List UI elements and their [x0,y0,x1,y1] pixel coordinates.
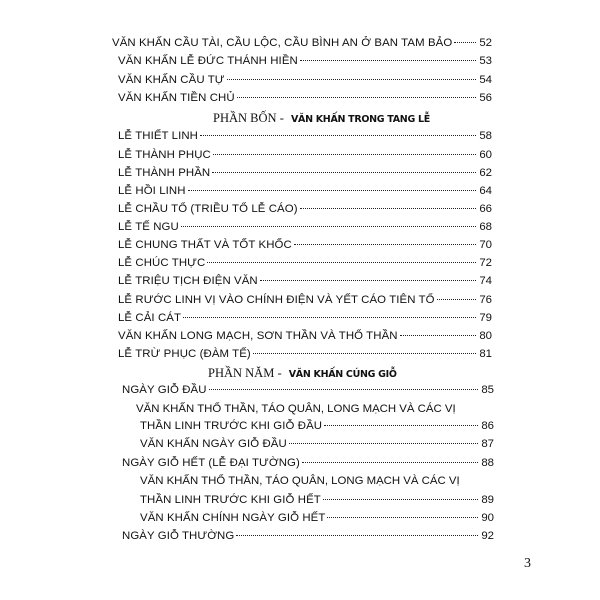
entry-title: VĂN KHẤN NGÀY GIỖ ĐẦU [140,438,287,450]
entry-page-number: 64 [479,185,492,197]
entry-page-number: 62 [479,167,492,179]
entry-page-number: 79 [479,312,492,324]
entry-page-number: 80 [479,330,492,342]
leader-dots [323,499,478,500]
entry-title: VĂN KHẤN LONG MẠCH, SƠN THẦN VÀ THỔ THẦN [118,330,398,342]
entry-title: LỄ TRIỆU TỊCH ĐIỆN VĂN [118,275,258,287]
entry-title: NGÀY GIỖ ĐẦU [122,384,207,396]
toc-entry [118,145,492,165]
entry-page-number: 68 [479,221,492,233]
leader-dots [212,172,476,173]
entry-title: THẦN LINH TRƯỚC KHI GIỖ HẾT [140,494,321,506]
section-dash: - [279,111,284,125]
entry-page-number: 72 [479,257,492,269]
leader-dots [260,280,476,281]
entry-title: VĂN KHẤN CẦU TỰ [118,74,225,86]
toc-entry [140,434,494,454]
entry-page-number: 90 [481,512,494,524]
section-title: VĂN KHẤN CÚNG GIỖ [288,369,397,380]
leader-dots [183,317,476,318]
leader-dots [327,517,478,518]
toc-entry [122,380,494,400]
section-prefix: PHẦN NĂM [208,366,275,380]
entry-page-number: 60 [479,149,492,161]
entry-title: LỄ THIẾT LINH [118,130,199,142]
leader-dots [437,299,476,300]
entry-page-number: 66 [479,203,492,215]
section-prefix: PHẦN BỐN [213,111,277,125]
section-dash: - [277,366,282,380]
entry-title: LỄ RƯỚC LINH VỊ VÀO CHÍNH ĐIỆN VÀ YẾT CÁO TIÊN TỔ [118,294,435,306]
toc-entry [140,508,494,528]
entry-page-number: 56 [479,92,492,104]
entry-title: VĂN KHẤN CẦU TÀI, CẦU LỘC, CẦU BÌNH AN Ở BAN TAM BẢO [112,37,453,49]
entry-page-number: 87 [481,438,494,450]
toc-entry [122,526,494,546]
leader-dots [213,154,476,155]
entry-title: NGÀY GIỖ THƯỜNG [122,530,235,542]
leader-dots [237,97,476,98]
entry-page-number: 70 [479,239,492,251]
leader-dots [200,135,476,136]
toc-entry [118,253,492,273]
entry-page-number: 53 [479,55,492,67]
leader-dots [253,353,476,354]
toc-entry [118,344,492,364]
toc-entry [112,33,492,53]
entry-page-number: 81 [479,348,492,360]
leader-dots [400,335,476,336]
entry-page-number: 92 [481,530,494,542]
entry-page-number: 74 [479,275,492,287]
entry-title: LỄ CHUNG THẤT VÀ TỐT KHỐC [118,239,292,251]
entry-page-number: 89 [481,494,494,506]
toc-entry [118,51,492,71]
entry-title: NGÀY GIỖ HẾT (LỄ ĐẠI TƯỜNG) [122,457,300,469]
entry-title: LỄ THÀNH PHẦN [118,167,211,179]
entry-title: THẦN LINH TRƯỚC KHI GIỖ ĐẦU [140,420,323,432]
entry-title: VĂN KHẤN CHÍNH NGÀY GIỖ HẾT [140,512,326,524]
toc-entry [140,490,494,510]
leader-dots [181,226,476,227]
entry-page-number: 76 [479,294,492,306]
leader-dots [188,190,476,191]
leader-dots [207,262,476,263]
toc-entry [118,163,492,183]
entry-page-number: 54 [479,74,492,86]
toc-entry [140,416,494,436]
toc-entry [122,453,494,473]
leader-dots [302,462,478,463]
leader-dots [454,42,476,43]
toc-entry [118,308,492,328]
entry-page-number: 86 [481,420,494,432]
leader-dots [209,389,478,390]
entry-page-number: 58 [479,130,492,142]
leader-dots [300,60,476,61]
toc-entry [118,88,492,108]
leader-dots [324,425,478,426]
leader-dots [294,244,476,245]
entry-page-number: 52 [479,37,492,49]
leader-dots [227,79,476,80]
toc-entry [118,217,492,237]
entry-title: LỄ THÀNH PHỤC [118,149,211,161]
entry-title: VĂN KHẤN TIỀN CHỦ [118,92,235,104]
entry-title: LỄ CHẦU TỔ (TRIỀU TỔ LỄ CÁO) [118,203,298,215]
entry-first-line: VĂN KHẤN THỔ THẦN, TÁO QUÂN, LONG MẠCH VÀ CÁC VỊ [140,475,460,487]
leader-dots [236,535,478,536]
toc-entry [118,290,492,310]
page-number: 3 [524,556,531,571]
entry-page-number: 88 [481,457,494,469]
section-title: VĂN KHẤN TRONG TANG LỄ [290,114,430,125]
entry-title: LỄ HỒI LINH [118,185,186,197]
toc-entry [118,126,492,146]
leader-dots [300,208,476,209]
entry-title: LỄ TRỪ PHỤC (ĐÀM TẾ) [118,348,251,360]
section-heading [213,108,430,128]
toc-entry [118,326,492,346]
toc-entry [118,70,492,90]
toc-entry [118,199,492,219]
leader-dots [289,443,478,444]
entry-title: LỄ CHÚC THỰC [118,257,206,269]
entry-page-number: 85 [481,384,494,396]
entry-title: LỄ CẢI CÁT [118,312,182,324]
toc-entry [118,235,492,255]
entry-title: VĂN KHẤN LỄ ĐỨC THÁNH HIỀN [118,55,298,67]
toc-entry [118,181,492,201]
entry-first-line: VĂN KHẤN THỔ THẦN, TÁO QUÂN, LONG MẠCH VÀ CÁC VỊ [136,403,456,415]
toc-entry [118,271,492,291]
entry-title: LỄ TẾ NGU [118,221,179,233]
